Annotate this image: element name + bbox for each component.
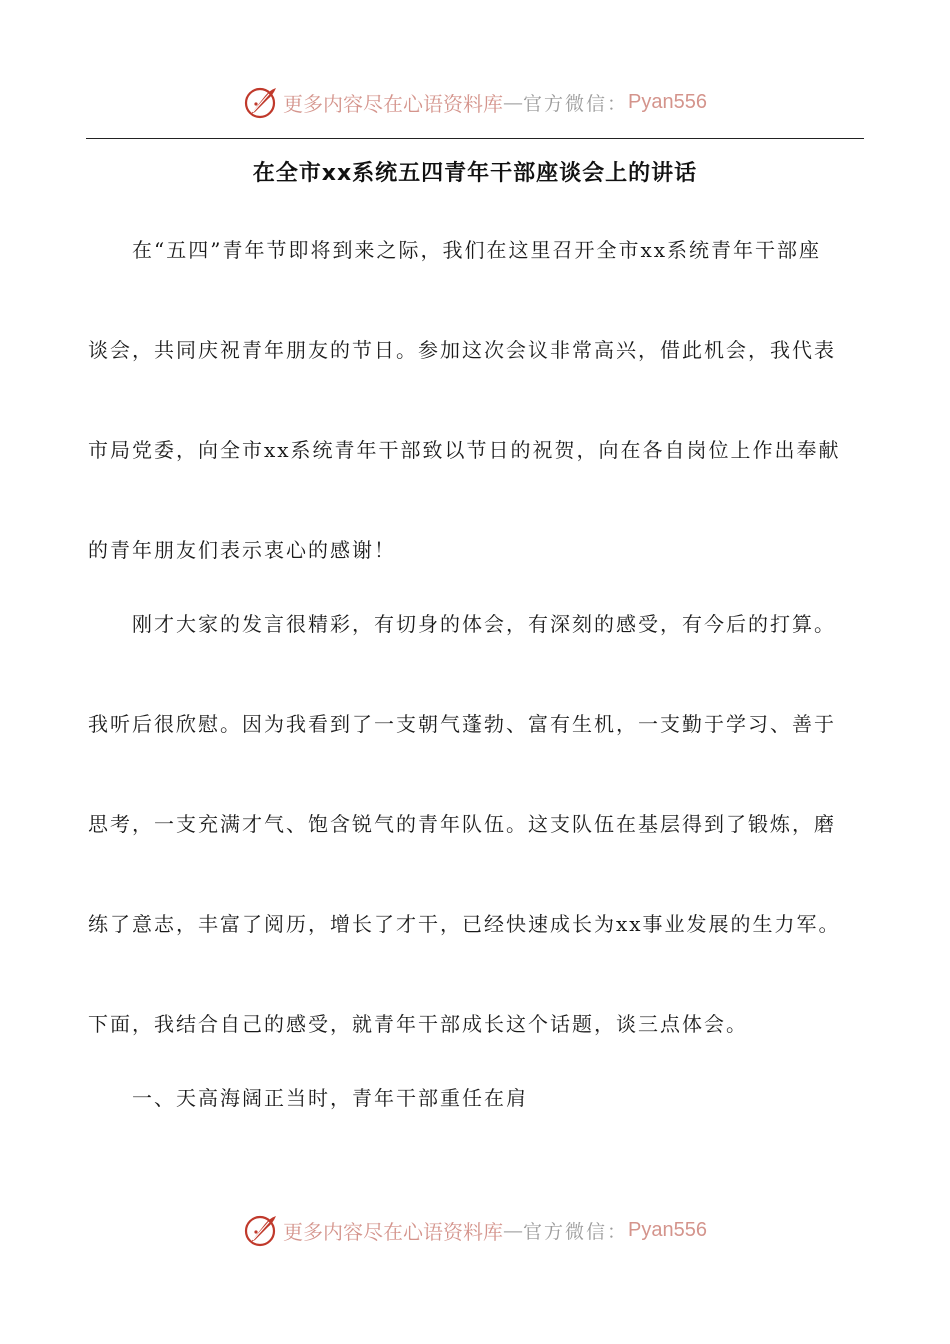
paragraph-line: 的青年朋友们表示衷心的感谢！ (88, 538, 396, 562)
paragraph-line: 在“五四”青年节即将到来之际，我们在这里召开全市xx系统青年干部座 (132, 238, 822, 262)
header-wechat-id: Pyan556 (628, 90, 707, 113)
header-banner-separator: — (503, 90, 523, 114)
paragraph-line: 下面，我结合自己的感受，就青年干部成长这个话题，谈三点体会。 (88, 1012, 748, 1036)
header-banner-text: 更多内容尽在心语资料库 (283, 91, 503, 116)
footer-banner-separator: — (503, 1218, 523, 1242)
paragraph-line: 谈会，共同庆祝青年朋友的节日。参加这次会议非常高兴，借此机会，我代表 (88, 338, 836, 362)
quill-pen-logo-icon (243, 1212, 279, 1248)
quill-pen-logo-icon (243, 84, 279, 120)
paragraph-line: 思考，一支充满才气、饱含锐气的青年队伍。这支队伍在基层得到了锻炼，磨 (88, 812, 836, 836)
paragraph-line: 市局党委，向全市xx系统青年干部致以节日的祝贺，向在各自岗位上作出奉献 (88, 438, 841, 462)
header-divider (86, 138, 864, 139)
footer-wechat-label: 官方微信： (523, 1220, 629, 1243)
footer-banner-text: 更多内容尽在心语资料库 (283, 1219, 503, 1244)
paragraph-line: 练了意志，丰富了阅历，增长了才干，已经快速成长为xx事业发展的生力军。 (88, 912, 841, 936)
header-wechat-label: 官方微信： (523, 92, 629, 115)
header-banner (0, 82, 950, 122)
section-heading: 一、天高海阔正当时，青年干部重任在肩 (132, 1086, 528, 1110)
footer-wechat-id: Pyan556 (628, 1218, 707, 1241)
document-title: 在全市xx系统五四青年干部座谈会上的讲话 (252, 161, 698, 186)
paragraph-line: 刚才大家的发言很精彩，有切身的体会，有深刻的感受，有今后的打算。 (132, 612, 836, 636)
paragraph-line: 我听后很欣慰。因为我看到了一支朝气蓬勃、富有生机，一支勤于学习、善于 (88, 712, 836, 736)
footer-banner (0, 1210, 950, 1250)
